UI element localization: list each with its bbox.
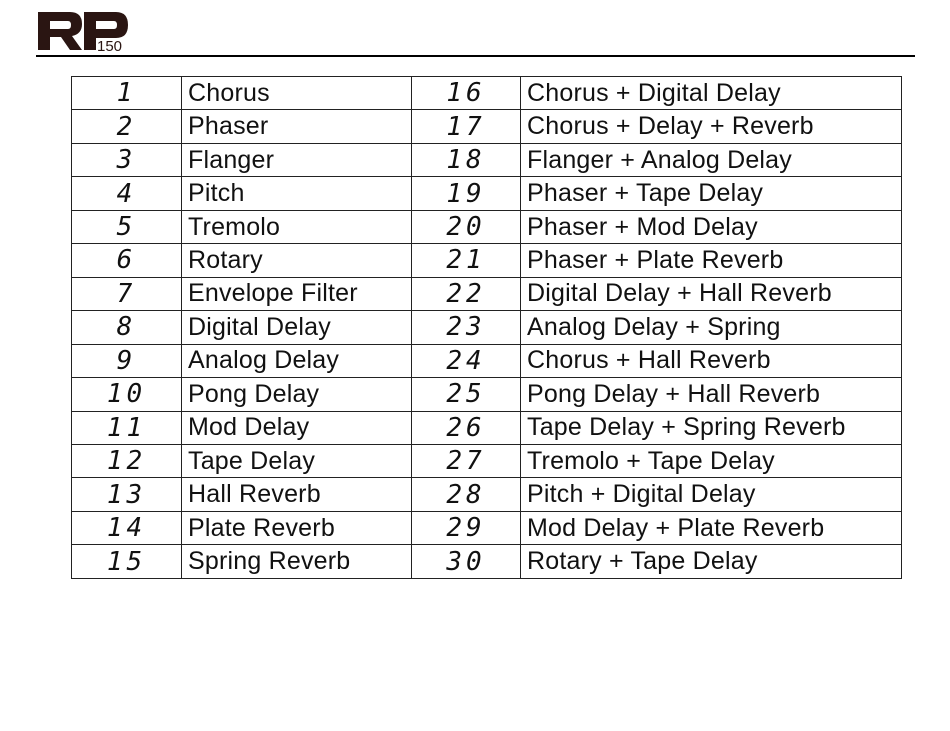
effect-name: Phaser (182, 110, 412, 143)
effect-name: Chorus (182, 77, 412, 110)
combo-name: Analog Delay + Spring (521, 311, 902, 344)
combo-name: Phaser + Plate Reverb (521, 244, 902, 277)
effect-name: Mod Delay (182, 411, 412, 444)
combo-name: Mod Delay + Plate Reverb (521, 511, 902, 544)
combo-number: 22 (412, 277, 521, 310)
effect-number: 10 (72, 378, 182, 411)
effect-name: Pitch (182, 177, 412, 210)
combo-number: 16 (412, 77, 521, 110)
combo-number: 20 (412, 210, 521, 243)
combo-number: 27 (412, 444, 521, 477)
combo-number: 18 (412, 143, 521, 176)
combo-number: 30 (412, 545, 521, 579)
effect-name: Spring Reverb (182, 545, 412, 579)
combo-name: Digital Delay + Hall Reverb (521, 277, 902, 310)
combo-name: Phaser + Mod Delay (521, 210, 902, 243)
combo-number: 23 (412, 311, 521, 344)
effects-table-body (72, 77, 902, 579)
effect-name: Tape Delay (182, 444, 412, 477)
effect-number: 7 (72, 277, 182, 310)
rp150-logo (36, 4, 136, 54)
logo-letter-r (38, 12, 82, 50)
combo-name: Chorus + Hall Reverb (521, 344, 902, 377)
effect-name: Envelope Filter (182, 277, 412, 310)
combo-number: 24 (412, 344, 521, 377)
table-row (72, 344, 902, 377)
table-row (72, 210, 902, 243)
effect-number: 13 (72, 478, 182, 511)
effect-number: 1 (72, 77, 182, 110)
combo-number: 29 (412, 511, 521, 544)
combo-name: Tremolo + Tape Delay (521, 444, 902, 477)
effect-number: 15 (72, 545, 182, 579)
table-row (72, 110, 902, 143)
effect-number: 6 (72, 244, 182, 277)
combo-number: 26 (412, 411, 521, 444)
combo-name: Pitch + Digital Delay (521, 478, 902, 511)
header-rule (36, 55, 915, 57)
combo-name: Phaser + Tape Delay (521, 177, 902, 210)
effect-number: 8 (72, 311, 182, 344)
effect-number: 9 (72, 344, 182, 377)
table-row (72, 143, 902, 176)
table-row (72, 545, 902, 579)
effect-name: Hall Reverb (182, 478, 412, 511)
effect-name: Digital Delay (182, 311, 412, 344)
combo-name: Flanger + Analog Delay (521, 143, 902, 176)
table-row (72, 511, 902, 544)
logo-model-number: 150 (97, 38, 123, 54)
combo-name: Tape Delay + Spring Reverb (521, 411, 902, 444)
combo-name: Pong Delay + Hall Reverb (521, 378, 902, 411)
effect-name: Analog Delay (182, 344, 412, 377)
rp150-logo-mark (36, 4, 136, 54)
table-row (72, 478, 902, 511)
effect-number: 11 (72, 411, 182, 444)
effect-number: 5 (72, 210, 182, 243)
combo-number: 28 (412, 478, 521, 511)
combo-number: 17 (412, 110, 521, 143)
effect-name: Rotary (182, 244, 412, 277)
combo-name: Rotary + Tape Delay (521, 545, 902, 579)
table-row (72, 411, 902, 444)
effect-name: Plate Reverb (182, 511, 412, 544)
effect-number: 4 (72, 177, 182, 210)
table-row (72, 77, 902, 110)
combo-name: Chorus + Delay + Reverb (521, 110, 902, 143)
effect-number: 14 (72, 511, 182, 544)
combo-number: 21 (412, 244, 521, 277)
effect-number: 12 (72, 444, 182, 477)
combo-name: Chorus + Digital Delay (521, 77, 902, 110)
table-row (72, 311, 902, 344)
effect-name: Pong Delay (182, 378, 412, 411)
effect-name: Tremolo (182, 210, 412, 243)
combo-number: 19 (412, 177, 521, 210)
combo-number: 25 (412, 378, 521, 411)
table-row (72, 444, 902, 477)
effect-number: 2 (72, 110, 182, 143)
table-row (72, 244, 902, 277)
table-row (72, 378, 902, 411)
effect-name: Flanger (182, 143, 412, 176)
table-row (72, 177, 902, 210)
effect-number: 3 (72, 143, 182, 176)
effects-table (71, 76, 902, 579)
table-row (72, 277, 902, 310)
